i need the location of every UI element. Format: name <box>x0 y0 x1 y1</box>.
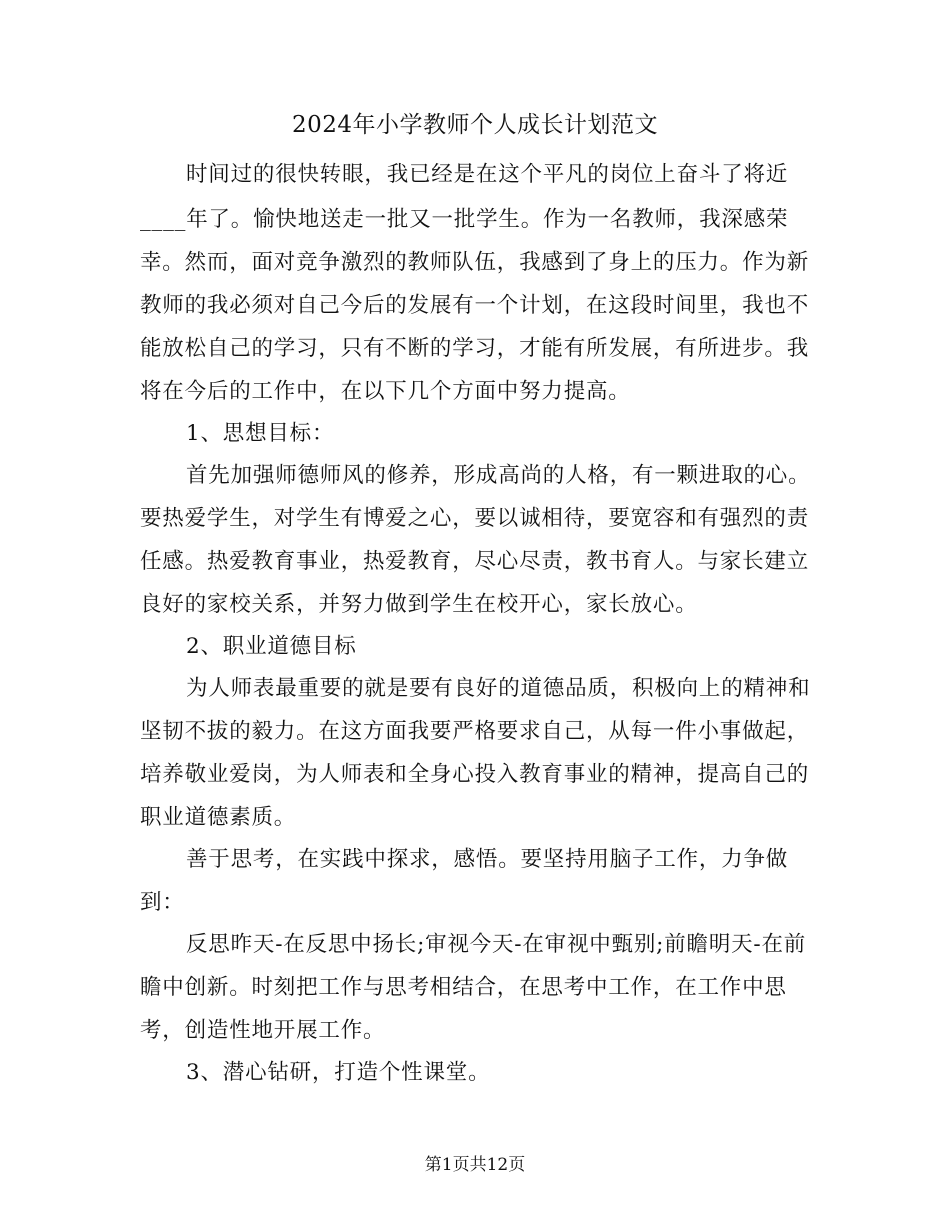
text-line: 良好的家校关系，并努力做到学生在校开心，家长放心。 <box>140 592 698 617</box>
text-line: 培养敬业爱岗，为人师表和全身心投入教育事业的精神，提高自己的 <box>140 762 810 787</box>
text-line: 坚韧不拔的毅力。在这方面我要严格要求自己，从每一件小事做起， <box>140 719 810 744</box>
text-line: 时间过的很快转眼，我已经是在这个平凡的岗位上奋斗了将近 <box>186 162 789 187</box>
section-heading: 3、潜心钻研，打造个性课堂。 <box>186 1060 491 1085</box>
section-heading: 2、职业道德目标 <box>186 634 357 659</box>
page-title: 2024年小学教师个人成长计划范文 <box>291 112 659 138</box>
text-line: 为人师表最重要的就是要有良好的道德品质，积极向上的精神和 <box>186 676 811 701</box>
text-line: 首先加强师德师风的修养，形成高尚的人格，有一颗进取的心。 <box>186 463 811 488</box>
text-line: 将在今后的工作中，在以下几个方面中努力提高。 <box>140 379 631 404</box>
text-line: 能放松自己的学习，只有不断的学习，才能有所发展，有所进步。我 <box>140 336 810 361</box>
page-number-footer: 第1页共12页 <box>424 1155 526 1175</box>
text-line: 幸。然而，面对竞争激烈的教师队伍，我感到了身上的压力。作为新 <box>140 250 810 275</box>
text-line: 善于思考，在实践中探求，感悟。要坚持用脑子工作，力争做 <box>186 847 789 872</box>
text-line: 职业道德素质。 <box>140 805 297 830</box>
text-line: 瞻中创新。时刻把工作与思考相结合，在思考中工作，在工作中思 <box>140 975 787 1000</box>
text-line: 任感。热爱教育事业，热爱教育，尽心尽责，教书育人。与家长建立 <box>140 549 810 574</box>
text-line: 反思昨天-在反思中扬长;审视今天-在审视中甄别;前瞻明天-在前 <box>186 932 807 957</box>
text-line: 考，创造性地开展工作。 <box>140 1018 386 1043</box>
text-line: 教师的我必须对自己今后的发展有一个计划，在这段时间里，我也不 <box>140 293 810 318</box>
section-heading: 1、思想目标： <box>186 421 335 446</box>
text-line: 到： <box>140 890 185 915</box>
text-line: ____年了。愉快地送走一批又一批学生。作为一名教师，我深感荣 <box>140 207 789 232</box>
text-line: 要热爱学生，对学生有博爱之心，要以诚相待，要宽容和有强烈的责 <box>140 506 810 531</box>
